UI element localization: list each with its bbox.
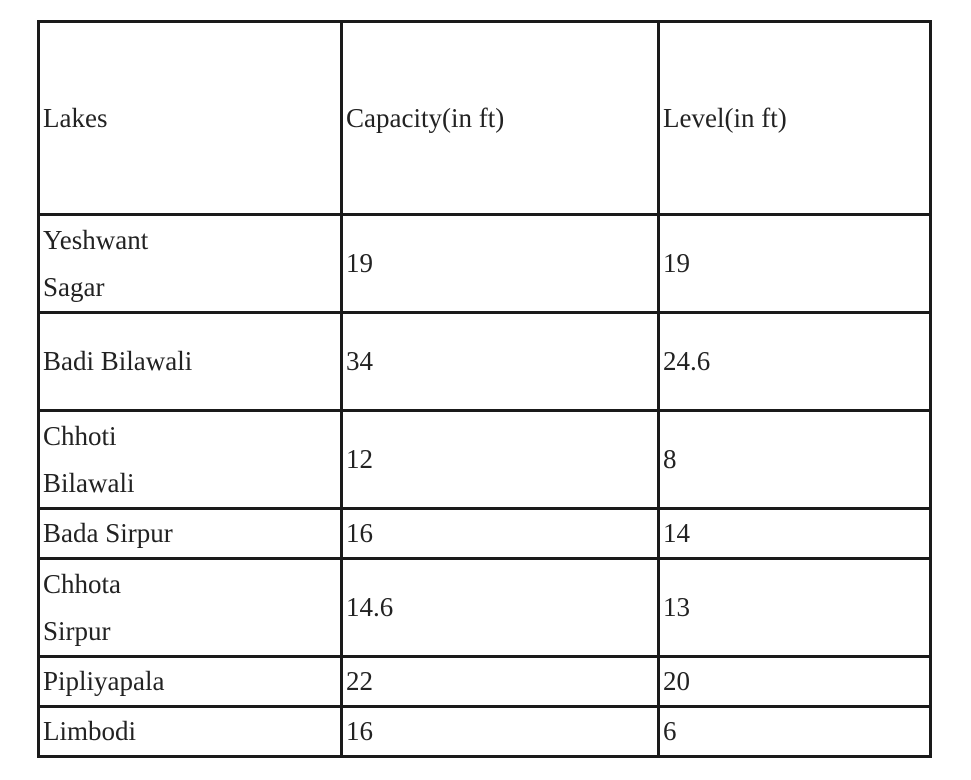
level-cell: 20 [659, 657, 931, 707]
header-level: Level(in ft) [659, 22, 931, 215]
table-row [39, 657, 931, 707]
level-cell: 6 [659, 707, 931, 757]
capacity-cell: 16 [342, 509, 659, 559]
header-lakes: Lakes [39, 22, 342, 215]
table-row [39, 411, 931, 509]
table-row [39, 313, 931, 411]
lakes-table [37, 20, 932, 758]
capacity-cell: 22 [342, 657, 659, 707]
level-cell: 14 [659, 509, 931, 559]
lake-name-cell: Chhoti Bilawali [39, 411, 342, 509]
level-cell: 19 [659, 215, 931, 313]
lake-name-cell: Yeshwant Sagar [39, 215, 342, 313]
header-row [39, 22, 931, 215]
capacity-cell: 14.6 [342, 559, 659, 657]
lake-name-cell: Bada Sirpur [39, 509, 342, 559]
lake-name-cell: Limbodi [39, 707, 342, 757]
level-cell: 13 [659, 559, 931, 657]
table-row [39, 509, 931, 559]
lake-name-cell: Chhota Sirpur [39, 559, 342, 657]
level-cell: 8 [659, 411, 931, 509]
capacity-cell: 34 [342, 313, 659, 411]
header-capacity: Capacity(in ft) [342, 22, 659, 215]
lake-name-cell: Pipliyapala [39, 657, 342, 707]
capacity-cell: 19 [342, 215, 659, 313]
capacity-cell: 12 [342, 411, 659, 509]
lake-name-cell: Badi Bilawali [39, 313, 342, 411]
table-row [39, 707, 931, 757]
table-row [39, 559, 931, 657]
level-cell: 24.6 [659, 313, 931, 411]
table-row [39, 215, 931, 313]
capacity-cell: 16 [342, 707, 659, 757]
